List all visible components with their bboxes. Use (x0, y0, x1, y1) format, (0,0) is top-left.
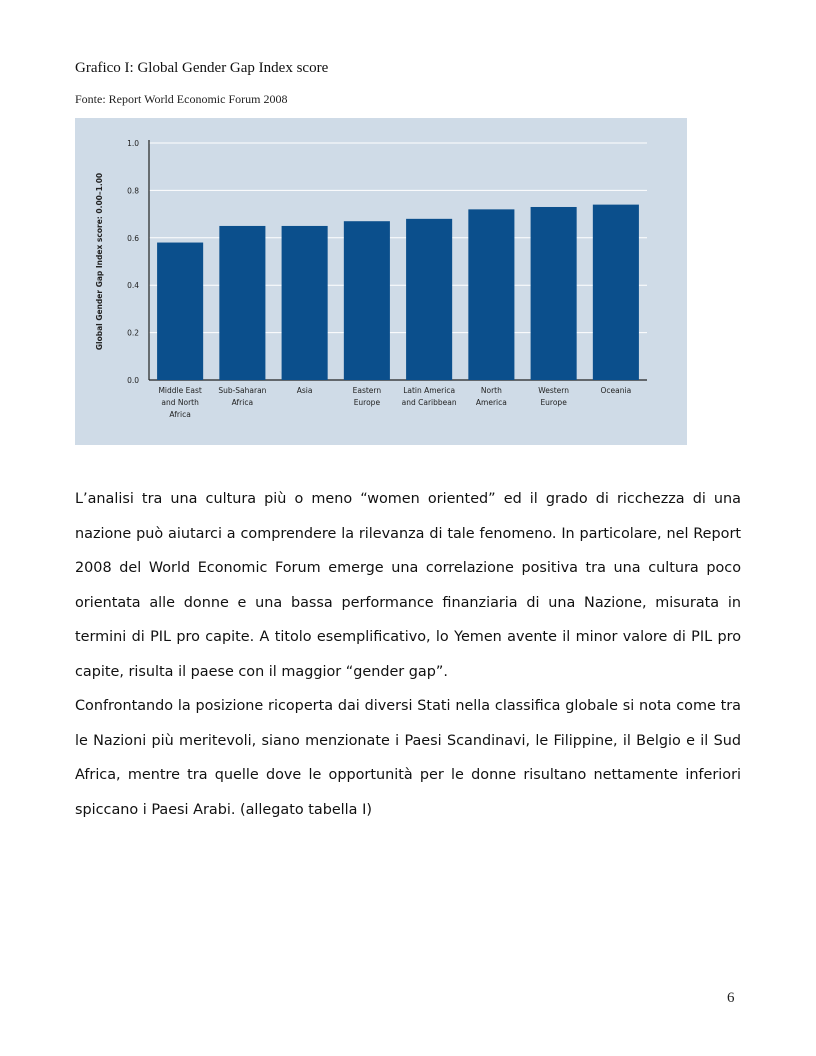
x-category-label-line: and Caribbean (401, 398, 457, 407)
bar (282, 226, 328, 380)
figure-caption-title: Grafico I: Global Gender Gap Index score (75, 60, 329, 76)
bar (157, 243, 203, 380)
x-category-label-line: Eastern (352, 386, 382, 395)
x-category-label-line: America (475, 398, 507, 407)
y-tick-label: 0.2 (127, 328, 139, 338)
paragraph-1: L’analisi tra una cultura più o meno “women oriented” ed il grado di ricchezza di una nazione può aiutarci a comprendere la rilevanza di tale fenomeno. In particolare, nel Report 2008 del World Economic Forum emerge una correlazione positiva tra una cultura poco orientata alle donne e una bassa performance finanziaria di una Nazione, misurata in termini di PIL pro capite. A titolo esemplificativo, lo Yemen avente il minor valore di PIL pro capite, risulta il paese con il maggior “gender gap”. (75, 491, 741, 680)
bar (531, 207, 577, 380)
x-category-label-line: Europe (540, 398, 567, 407)
x-category-label (601, 386, 632, 395)
y-axis-title: Global Gender Gap Index score: 0.00–1.00 (95, 172, 104, 351)
bar (593, 205, 639, 380)
x-category-label-line: Asia (296, 386, 313, 395)
x-category-label (353, 386, 382, 407)
x-category-label (218, 386, 266, 407)
bar (219, 226, 265, 380)
x-category-label (402, 386, 457, 407)
y-tick-label: 0.0 (127, 376, 139, 385)
gender-gap-bar-chart (75, 118, 687, 445)
bar-chart-panel (75, 118, 687, 445)
bar (468, 209, 514, 380)
x-category-label-line: Africa (169, 410, 191, 419)
x-category-label-line: Oceania (600, 386, 632, 395)
bar (406, 219, 452, 380)
x-category-label (538, 386, 569, 407)
x-category-label-line: Africa (231, 398, 254, 407)
figure-caption-source: Fonte: Report World Economic Forum 2008 (75, 92, 288, 106)
x-category-label-line: Latin America (403, 386, 456, 395)
x-category-label-line: North (480, 386, 502, 395)
paragraph-2: Confrontando la posizione ricoperta dai diversi Stati nella classifica globale si nota come tra le Nazioni più meritevoli, siano menzionate i Paesi Scandinavi, le Filippine, il Belgio e il Sud Africa, mentre tra quelle dove le opportunità per le donne risultano nettamente inferiori spiccano i Paesi Arabi. (allegato tabella I) (75, 698, 741, 818)
x-category-label-line: Western (538, 386, 570, 395)
x-category-label-line: Europe (353, 398, 381, 407)
body-text (75, 482, 741, 827)
x-category-label-line: and North (161, 398, 199, 407)
x-category-label-line: Middle East (158, 386, 202, 395)
x-category-label-line: Sub-Saharan (218, 386, 267, 395)
page-number: 6 (727, 990, 735, 1006)
y-tick-label: 0.8 (127, 186, 139, 196)
y-tick-label: 0.6 (127, 233, 139, 243)
x-category-label (297, 386, 313, 395)
y-tick-label: 0.4 (127, 281, 139, 291)
y-tick-label: 1.0 (127, 139, 139, 148)
x-category-label (158, 386, 201, 419)
bar (344, 221, 390, 380)
x-category-label (476, 386, 507, 407)
